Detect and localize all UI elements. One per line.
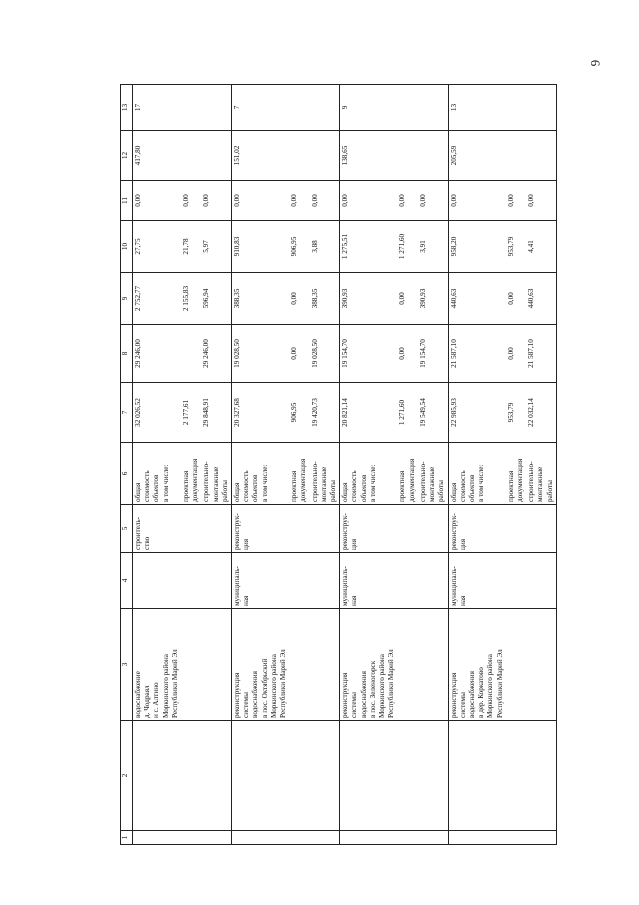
ownership: муниципаль- ная bbox=[340, 553, 398, 609]
value-c10: 910,83 bbox=[232, 221, 290, 273]
value-c7: 20 327,68 bbox=[232, 383, 290, 443]
value-c13 bbox=[201, 85, 231, 131]
value-c12: 151,02 bbox=[232, 131, 290, 181]
value-c7: 2 177,61 bbox=[181, 383, 201, 443]
object-name: реконструкция системы водоснабжения в дер. Коркатово Моркинского района Республики Марий Эл bbox=[448, 609, 506, 721]
value-c8: 21 587,10 bbox=[526, 325, 556, 383]
cell-col1 bbox=[397, 831, 417, 845]
object-name bbox=[289, 609, 309, 721]
ownership bbox=[181, 553, 201, 609]
value-c11: 0,00 bbox=[448, 181, 506, 221]
table-row bbox=[397, 85, 417, 845]
cell-col1 bbox=[448, 831, 506, 845]
value-c13 bbox=[289, 85, 309, 131]
value-c10: 1 271,60 bbox=[397, 221, 417, 273]
cell-col1 bbox=[133, 831, 182, 845]
work-type bbox=[201, 505, 231, 553]
table-body bbox=[133, 85, 557, 845]
cell-col2 bbox=[133, 721, 182, 831]
column-header-6: 6 bbox=[121, 443, 133, 505]
value-c11: 0,00 bbox=[133, 181, 182, 221]
column-header-9: 9 bbox=[121, 273, 133, 325]
value-c13: 17 bbox=[133, 85, 182, 131]
object-name bbox=[506, 609, 526, 721]
table-row bbox=[526, 85, 556, 845]
value-c8: 0,00 bbox=[397, 325, 417, 383]
cell-col2 bbox=[506, 721, 526, 831]
work-type bbox=[526, 505, 556, 553]
value-c9: 0,00 bbox=[397, 273, 417, 325]
column-header-12: 12 bbox=[121, 131, 133, 181]
column-header-4: 4 bbox=[121, 553, 133, 609]
value-c7: 19 420,73 bbox=[310, 383, 340, 443]
object-name bbox=[397, 609, 417, 721]
cost-type: общая стоимость объектов в том числе: bbox=[448, 443, 506, 505]
cost-type: строительно- монтажные работы bbox=[310, 443, 340, 505]
value-c8: 0,00 bbox=[289, 325, 309, 383]
value-c11: 0,00 bbox=[526, 181, 556, 221]
cost-type: общая стоимость объектов в том числе: bbox=[133, 443, 182, 505]
ownership bbox=[310, 553, 340, 609]
cost-type: проектная документация bbox=[289, 443, 309, 505]
table-row bbox=[418, 85, 448, 845]
column-header-8: 8 bbox=[121, 325, 133, 383]
cell-col2 bbox=[448, 721, 506, 831]
object-name bbox=[526, 609, 556, 721]
work-type: реконструк- ция bbox=[232, 505, 290, 553]
work-type bbox=[506, 505, 526, 553]
value-c10: 906,95 bbox=[289, 221, 309, 273]
cell-col1 bbox=[201, 831, 231, 845]
value-c11: 0,00 bbox=[340, 181, 398, 221]
value-c7: 953,79 bbox=[506, 383, 526, 443]
cost-type: проектная документация bbox=[506, 443, 526, 505]
investment-table bbox=[120, 84, 557, 845]
value-c8: 19 028,50 bbox=[310, 325, 340, 383]
value-c10: 3,91 bbox=[418, 221, 448, 273]
cost-type: общая стоимость объектов в том числе: bbox=[340, 443, 398, 505]
value-c9: 2 752,77 bbox=[133, 273, 182, 325]
value-c12 bbox=[397, 131, 417, 181]
value-c9: 596,94 bbox=[201, 273, 231, 325]
column-header-10: 10 bbox=[121, 221, 133, 273]
table-row bbox=[506, 85, 526, 845]
cell-col1 bbox=[506, 831, 526, 845]
value-c9: 390,93 bbox=[340, 273, 398, 325]
value-c8: 19 154,70 bbox=[418, 325, 448, 383]
ownership bbox=[526, 553, 556, 609]
value-c12 bbox=[418, 131, 448, 181]
value-c8: 0,00 bbox=[506, 325, 526, 383]
value-c12 bbox=[289, 131, 309, 181]
cost-type: строительно- монтажные работы bbox=[418, 443, 448, 505]
table-row bbox=[181, 85, 201, 845]
value-c7: 22 985,93 bbox=[448, 383, 506, 443]
page-number: 6 bbox=[588, 59, 603, 67]
cell-col2 bbox=[418, 721, 448, 831]
object-name: реконструкция системы водоснабжения в пос. Зеленогорск Моркинского района Республики Марий Эл bbox=[340, 609, 398, 721]
table-row bbox=[310, 85, 340, 845]
value-c12 bbox=[506, 131, 526, 181]
value-c12 bbox=[526, 131, 556, 181]
object-name: водоснабжение д. Чодраял и с. Алтино Моркинского района Республики Марий Эл bbox=[133, 609, 182, 721]
value-c12 bbox=[181, 131, 201, 181]
cell-col1 bbox=[418, 831, 448, 845]
column-header-7: 7 bbox=[121, 383, 133, 443]
value-c7: 1 271,60 bbox=[397, 383, 417, 443]
value-c10: 21,78 bbox=[181, 221, 201, 273]
cell-col2 bbox=[289, 721, 309, 831]
value-c12: 138,65 bbox=[340, 131, 398, 181]
value-c9: 390,93 bbox=[418, 273, 448, 325]
value-c13 bbox=[418, 85, 448, 131]
value-c13 bbox=[397, 85, 417, 131]
work-type: строитель- ство bbox=[133, 505, 182, 553]
object-name bbox=[181, 609, 201, 721]
table-row bbox=[289, 85, 309, 845]
value-c8: 29 246,00 bbox=[133, 325, 182, 383]
value-c11: 0,00 bbox=[181, 181, 201, 221]
value-c9: 388,35 bbox=[232, 273, 290, 325]
ownership bbox=[397, 553, 417, 609]
value-c11: 0,00 bbox=[506, 181, 526, 221]
column-header-13: 13 bbox=[121, 85, 133, 131]
value-c9: 0,00 bbox=[506, 273, 526, 325]
value-c11: 0,00 bbox=[232, 181, 290, 221]
cell-col1 bbox=[310, 831, 340, 845]
value-c10: 4,41 bbox=[526, 221, 556, 273]
cell-col2 bbox=[310, 721, 340, 831]
value-c11: 0,00 bbox=[418, 181, 448, 221]
value-c10: 3,88 bbox=[310, 221, 340, 273]
value-c12 bbox=[310, 131, 340, 181]
work-type bbox=[181, 505, 201, 553]
table-row bbox=[232, 85, 290, 845]
value-c11: 0,00 bbox=[397, 181, 417, 221]
value-c7: 32 026,52 bbox=[133, 383, 182, 443]
value-c11: 0,00 bbox=[310, 181, 340, 221]
value-c8: 19 154,70 bbox=[340, 325, 398, 383]
work-type bbox=[418, 505, 448, 553]
table-row bbox=[201, 85, 231, 845]
cell-col1 bbox=[232, 831, 290, 845]
ownership bbox=[201, 553, 231, 609]
ownership bbox=[506, 553, 526, 609]
work-type: реконструк- ция bbox=[448, 505, 506, 553]
value-c12: 205,59 bbox=[448, 131, 506, 181]
value-c13 bbox=[506, 85, 526, 131]
value-c7: 906,95 bbox=[289, 383, 309, 443]
value-c9: 440,63 bbox=[448, 273, 506, 325]
header-row bbox=[121, 85, 133, 845]
cell-col2 bbox=[526, 721, 556, 831]
value-c9: 2 155,83 bbox=[181, 273, 201, 325]
cost-type: строительно- монтажные работы bbox=[201, 443, 231, 505]
cell-col2 bbox=[397, 721, 417, 831]
ownership: муниципаль- ная bbox=[448, 553, 506, 609]
value-c10: 27,75 bbox=[133, 221, 182, 273]
ownership bbox=[289, 553, 309, 609]
value-c11: 0,00 bbox=[201, 181, 231, 221]
value-c13 bbox=[310, 85, 340, 131]
work-type bbox=[310, 505, 340, 553]
value-c13 bbox=[181, 85, 201, 131]
value-c12: 417,80 bbox=[133, 131, 182, 181]
work-type bbox=[397, 505, 417, 553]
value-c10: 958,20 bbox=[448, 221, 506, 273]
value-c12 bbox=[201, 131, 231, 181]
value-c8 bbox=[181, 325, 201, 383]
cell-col2 bbox=[201, 721, 231, 831]
rotated-table-container bbox=[120, 85, 639, 845]
value-c13: 7 bbox=[232, 85, 290, 131]
column-header-11: 11 bbox=[121, 181, 133, 221]
object-name bbox=[201, 609, 231, 721]
ownership bbox=[418, 553, 448, 609]
table-row bbox=[340, 85, 398, 845]
value-c10: 953,79 bbox=[506, 221, 526, 273]
value-c8: 21 587,10 bbox=[448, 325, 506, 383]
cell-col1 bbox=[340, 831, 398, 845]
value-c8: 29 246,00 bbox=[201, 325, 231, 383]
object-name: реконструкция системы водоснабжения в пос. Октябрьский Моркинского района Республики Марий Эл bbox=[232, 609, 290, 721]
cost-type: строительно- монтажные работы bbox=[526, 443, 556, 505]
value-c13 bbox=[526, 85, 556, 131]
table-row bbox=[133, 85, 182, 845]
cost-type: проектная документация bbox=[397, 443, 417, 505]
object-name bbox=[418, 609, 448, 721]
column-header-3: 3 bbox=[121, 609, 133, 721]
cell-col1 bbox=[181, 831, 201, 845]
cell-col2 bbox=[232, 721, 290, 831]
value-c7: 20 821,14 bbox=[340, 383, 398, 443]
value-c9: 440,63 bbox=[526, 273, 556, 325]
value-c7: 22 032,14 bbox=[526, 383, 556, 443]
value-c7: 29 848,91 bbox=[201, 383, 231, 443]
value-c9: 388,35 bbox=[310, 273, 340, 325]
cost-type: общая стоимость объектов в том числе: bbox=[232, 443, 290, 505]
column-header-2: 2 bbox=[121, 721, 133, 831]
cell-col1 bbox=[289, 831, 309, 845]
ownership bbox=[133, 553, 182, 609]
value-c10: 5,97 bbox=[201, 221, 231, 273]
column-header-1: 1 bbox=[121, 831, 133, 845]
value-c13: 13 bbox=[448, 85, 506, 131]
ownership: муниципаль- ная bbox=[232, 553, 290, 609]
work-type bbox=[289, 505, 309, 553]
cell-col2 bbox=[181, 721, 201, 831]
cell-col1 bbox=[526, 831, 556, 845]
value-c8: 19 028,50 bbox=[232, 325, 290, 383]
value-c9: 0,00 bbox=[289, 273, 309, 325]
cell-col2 bbox=[340, 721, 398, 831]
column-header-5: 5 bbox=[121, 505, 133, 553]
value-c7: 19 549,54 bbox=[418, 383, 448, 443]
object-name bbox=[310, 609, 340, 721]
value-c13: 9 bbox=[340, 85, 398, 131]
work-type: реконструк- ция bbox=[340, 505, 398, 553]
value-c11: 0,00 bbox=[289, 181, 309, 221]
table-row bbox=[448, 85, 506, 845]
cost-type: проектная документация bbox=[181, 443, 201, 505]
value-c10: 1 275,51 bbox=[340, 221, 398, 273]
